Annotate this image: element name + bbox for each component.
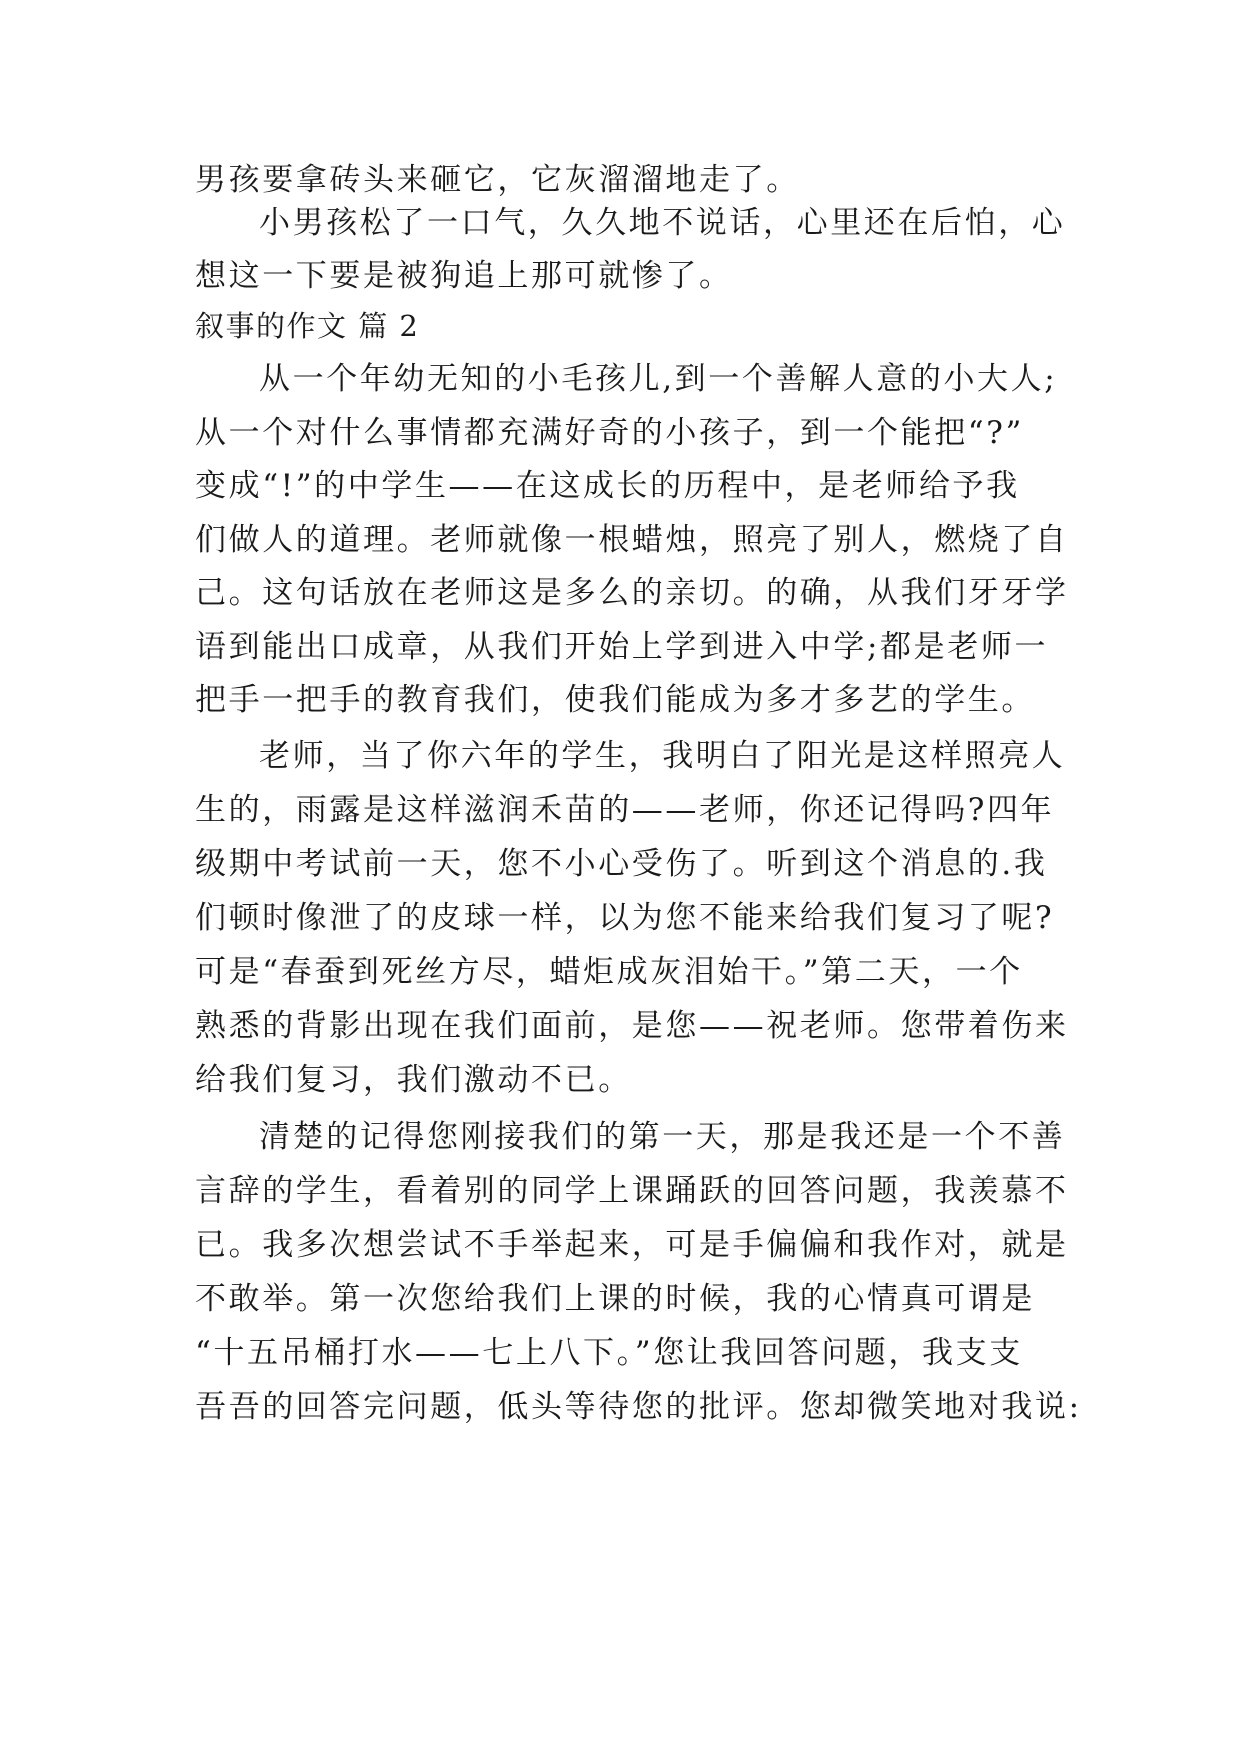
text-line: 不敢举。第一次您给我们上课的时候，我的心情真可谓是: [195, 1281, 1035, 1317]
paragraph-start: 老师，当了你六年的学生，我明白了阳光是这样照亮人: [259, 738, 1066, 774]
paragraph-start: 清楚的记得您刚接我们的第一天，那是我还是一个不善: [259, 1119, 1066, 1155]
text-line: 们顿时像泄了的皮球一样，以为您不能来给我们复习了呢?: [195, 900, 1055, 936]
text-line: 语到能出口成章，从我们开始上学到进入中学;都是老师一: [195, 629, 1049, 665]
text-line: 男孩要拿砖头来砸它，它灰溜溜地走了。: [195, 162, 800, 198]
paragraph-start: 小男孩松了一口气，久久地不说话，心里还在后怕，心: [259, 205, 1066, 241]
text-line: 级期中考试前一天，您不小心受伤了。听到这个消息的.我: [195, 846, 1048, 882]
text-line: 想这一下要是被狗追上那可就惨了。: [195, 258, 733, 294]
text-line: 把手一把手的教育我们，使我们能成为多才多艺的学生。: [195, 682, 1035, 718]
paragraph-start: 从一个年幼无知的小毛孩儿,到一个善解人意的小大人;: [259, 361, 1058, 397]
text-line: 可是“春蚕到死丝方尽，蜡炬成灰泪始干。”第二天，一个: [195, 954, 1023, 990]
text-line: 吾吾的回答完问题，低头等待您的批评。您却微笑地对我说:: [195, 1389, 1082, 1425]
text-line: 给我们复习，我们激动不已。: [195, 1062, 632, 1098]
text-line: 言辞的学生，看着别的同学上课踊跃的回答问题，我羡慕不: [195, 1173, 1069, 1209]
text-line: 从一个对什么事情都充满好奇的小孩子，到一个能把“?”: [195, 415, 1024, 451]
text-line: 生的，雨露是这样滋润禾苗的——老师，你还记得吗?四年: [195, 792, 1055, 828]
section-heading: 叙事的作文 篇 2: [195, 309, 420, 343]
text-line: 己。这句话放在老师这是多么的亲切。的确，从我们牙牙学: [195, 575, 1069, 611]
text-line: 熟悉的背影出现在我们面前，是您——祝老师。您带着伤来: [195, 1008, 1069, 1044]
text-line: 变成“!”的中学生——在这成长的历程中，是老师给予我: [195, 468, 1020, 504]
text-line: 已。我多次想尝试不手举起来，可是手偏偏和我作对，就是: [195, 1227, 1069, 1263]
text-line: 们做人的道理。老师就像一根蜡烛，照亮了别人，燃烧了自: [195, 522, 1069, 558]
text-line: “十五吊桶打水——七上八下。”您让我回答问题，我支支: [195, 1335, 1023, 1371]
